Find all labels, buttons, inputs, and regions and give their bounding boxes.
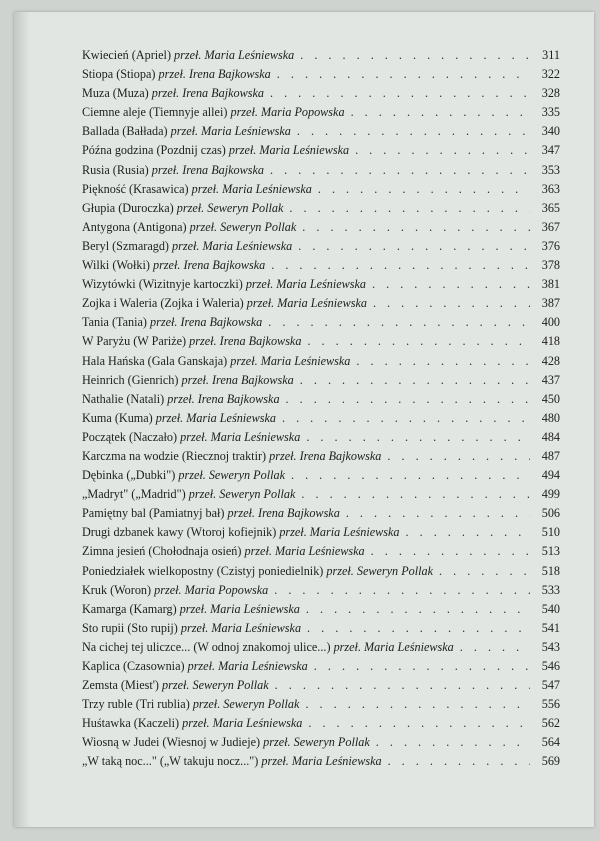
- toc-entry-title: Stiopa (Stiopa) przeł. Irena Bajkowska: [82, 67, 271, 82]
- toc-page-number: 510: [541, 525, 560, 540]
- toc-page-number: 365: [541, 200, 560, 215]
- toc-entry: [82, 103, 560, 122]
- toc-entry: [82, 542, 560, 561]
- toc-entry: [82, 141, 560, 160]
- toc-entry-title: Dębinka („Dubki") przeł. Seweryn Pollak: [82, 468, 285, 483]
- toc-entry-translator: przeł. Maria Leśniewska: [170, 124, 291, 139]
- toc-entry: [82, 46, 560, 65]
- toc-leader-dots: [300, 371, 530, 390]
- toc-entry: [82, 313, 560, 332]
- toc-leader-dots: [302, 218, 530, 237]
- toc-entry-translator: przeł. Seweryn Pollak: [263, 735, 370, 750]
- toc-entry: [82, 122, 560, 141]
- toc-leader-dots: [289, 199, 530, 218]
- toc-leader-dots: [286, 390, 530, 409]
- toc-page-number: 487: [541, 448, 560, 463]
- toc-leader-dots: [388, 752, 530, 771]
- toc-page-number: 322: [541, 67, 560, 82]
- toc-leader-dots: [277, 65, 530, 84]
- toc-entry-translator: przeł. Maria Popowska: [230, 105, 345, 120]
- toc-entry-translator: przeł. Seweryn Pollak: [192, 697, 300, 712]
- toc-leader-dots: [274, 581, 530, 600]
- toc-entry: [82, 562, 560, 581]
- toc-entry-translator: przeł. Maria Leśniewska: [174, 48, 295, 62]
- toc-page-number: 450: [541, 391, 560, 406]
- toc-page-number: 347: [541, 143, 560, 158]
- toc-entry-translator: przeł. Maria Leśniewska: [187, 659, 308, 673]
- toc-entry-title: Kruk (Woron) przeł. Maria Popowska: [82, 582, 269, 597]
- toc-entry-title: Zimna jesień (Chołodnaja osień) przeł. Maria Leśniewska: [82, 544, 365, 559]
- toc-entry-title: W Paryżu (W Pariże) przeł. Irena Bajkowska: [82, 334, 302, 349]
- toc-page-number: 328: [541, 86, 560, 101]
- toc-leader-dots: [297, 122, 530, 141]
- toc-entry: [82, 523, 560, 542]
- toc-entry-translator: przeł. Maria Leśniewska: [230, 353, 351, 368]
- toc-leader-dots: [314, 657, 530, 676]
- toc-entry: [82, 733, 560, 752]
- toc-entry: [82, 714, 560, 733]
- toc-entry-translator: przeł. Seweryn Pollak: [162, 678, 269, 693]
- toc-leader-dots: [406, 523, 531, 542]
- toc-entry-translator: przeł. Irena Bajkowska: [227, 506, 340, 521]
- toc-page-number: 543: [541, 639, 560, 654]
- toc-entry: [82, 447, 560, 466]
- toc-leader-dots: [355, 141, 530, 160]
- toc-entry: [82, 638, 560, 657]
- toc-entry-translator: przeł. Maria Leśniewska: [261, 754, 382, 769]
- toc-page-number: 378: [541, 258, 560, 273]
- toc-leader-dots: [268, 313, 530, 332]
- toc-entry-title: Hala Hańska (Gala Ganskaja) przeł. Maria Leśniewska: [82, 353, 351, 368]
- toc-entry-translator: przeł. Irena Bajkowska: [158, 67, 271, 82]
- toc-page-number: 499: [541, 487, 560, 502]
- toc-entry-title: Późna godzina (Pozdnij czas) przeł. Maria Leśniewska: [82, 143, 350, 158]
- toc-page-number: 506: [541, 506, 560, 521]
- toc-entry-translator: przeł. Irena Bajkowska: [151, 86, 264, 101]
- toc-leader-dots: [439, 562, 530, 581]
- toc-page-number: 335: [541, 105, 560, 120]
- toc-entry: [82, 752, 560, 771]
- toc-entry-translator: przeł. Maria Leśniewska: [172, 238, 293, 253]
- toc-entry-translator: przeł. Irena Bajkowska: [269, 448, 382, 463]
- toc-leader-dots: [300, 46, 530, 65]
- toc-leader-dots: [270, 84, 530, 103]
- toc-leader-dots: [308, 714, 530, 733]
- toc-page-number: 480: [541, 410, 560, 425]
- toc-page-number: 381: [541, 277, 560, 292]
- toc-entry-translator: przeł. Irena Bajkowska: [189, 334, 302, 349]
- toc-leader-dots: [351, 103, 530, 122]
- toc-page-number: 564: [541, 735, 560, 750]
- toc-entry-title: Tania (Tania) przeł. Irena Bajkowska: [82, 315, 263, 330]
- toc-page-number: 363: [541, 181, 560, 196]
- toc-page-number: 400: [541, 315, 560, 330]
- toc-page-number: 353: [541, 162, 560, 177]
- toc-entry-translator: przeł. Maria Leśniewska: [180, 620, 302, 635]
- toc-entry-title: Muza (Muza) przeł. Irena Bajkowska: [82, 86, 264, 101]
- toc-entry: [82, 294, 560, 313]
- toc-entry-translator: przeł. Maria Leśniewska: [228, 143, 350, 158]
- toc-page-number: 387: [541, 296, 560, 311]
- toc-entry: [82, 161, 560, 180]
- toc-entry-translator: przeł. Maria Leśniewska: [246, 296, 367, 311]
- toc-leader-dots: [318, 180, 530, 199]
- toc-entry-translator: przeł. Irena Bajkowska: [152, 258, 266, 273]
- toc-page-number: 513: [541, 544, 560, 559]
- toc-entry-title: Na cichej tej uliczce... (W odnoj znakomoj ulice...) przeł. Maria Leśniewska: [82, 639, 454, 654]
- toc-leader-dots: [307, 619, 530, 638]
- toc-entry: [82, 581, 560, 600]
- toc-page-number: 556: [541, 697, 560, 712]
- toc-entry-title: Zojka i Waleria (Zojka i Waleria) przeł. Maria Leśniewska: [82, 296, 367, 311]
- toc-entry-translator: przeł. Irena Bajkowska: [151, 162, 264, 177]
- toc-entry-title: Huśtawka (Kaczeli) przeł. Maria Leśniewska: [82, 716, 303, 731]
- toc-entry: [82, 218, 560, 237]
- toc-entry-title: Drugi dzbanek kawy (Wtoroj kofiejnik) przeł. Maria Leśniewska: [82, 525, 400, 540]
- toc-leader-dots: [306, 428, 530, 447]
- toc-leader-dots: [376, 733, 530, 752]
- toc-leader-dots: [305, 695, 530, 714]
- toc-page-number: 367: [541, 219, 560, 234]
- toc-entry-title: Kaplica (Czasownia) przeł. Maria Leśniewska: [82, 659, 308, 673]
- toc-leader-dots: [275, 676, 530, 695]
- toc-entry-title: Wizytówki (Wizitnyje kartoczki) przeł. Maria Leśniewska: [82, 277, 367, 292]
- toc-entry-title: Karczma na wodzie (Riecznoj traktir) przeł. Irena Bajkowska: [82, 448, 382, 463]
- toc-leader-dots: [307, 332, 530, 351]
- toc-entry: [82, 256, 560, 275]
- toc-leader-dots: [306, 600, 530, 619]
- toc-entry-title: Nathalie (Natali) przeł. Irena Bajkowska: [82, 391, 280, 406]
- toc-page-number: 311: [542, 48, 560, 62]
- toc-entry: [82, 657, 560, 676]
- toc-entry-translator: przeł. Seweryn Pollak: [189, 219, 297, 234]
- toc-page-number: 437: [541, 372, 560, 387]
- toc-page-number: 540: [541, 601, 560, 616]
- toc-entry-title: Beryl (Szmaragd) przeł. Maria Leśniewska: [82, 238, 293, 253]
- toc-entry-title: Początek (Naczało) przeł. Maria Leśniewska: [82, 429, 301, 444]
- toc-entry: [82, 390, 560, 409]
- toc-entry-translator: przeł. Maria Leśniewska: [179, 601, 300, 616]
- toc-page-number: 562: [541, 716, 560, 731]
- toc-entry-translator: przeł. Maria Leśniewska: [245, 277, 367, 292]
- toc-entry: [82, 371, 560, 390]
- toc-page-number: 546: [541, 659, 560, 673]
- toc-entry-title: Rusia (Rusia) przeł. Irena Bajkowska: [82, 162, 264, 177]
- toc-page-number: 533: [541, 582, 560, 597]
- toc-entry-title: Ciemne aleje (Tiemnyje allei) przeł. Maria Popowska: [82, 105, 345, 120]
- toc-leader-dots: [387, 447, 530, 466]
- toc-entry-title: Kuma (Kuma) przeł. Maria Leśniewska: [82, 410, 276, 425]
- toc-page-number: 569: [541, 754, 560, 769]
- toc-entry-translator: przeł. Maria Leśniewska: [244, 544, 365, 559]
- toc-entry-title: Zemsta (Miest') przeł. Seweryn Pollak: [82, 678, 269, 693]
- toc-entry-translator: przeł. Irena Bajkowska: [150, 315, 263, 330]
- toc-entry-title: Poniedziałek wielkopostny (Czistyj poniedielnik) przeł. Seweryn Pollak: [82, 563, 434, 578]
- toc-entry-title: Kwiecień (Apriel) przeł. Maria Leśniewska: [82, 48, 295, 62]
- toc-entry-translator: przeł. Maria Leśniewska: [191, 181, 312, 196]
- toc-leader-dots: [373, 294, 530, 313]
- toc-entry: [82, 485, 560, 504]
- toc-page-number: 428: [541, 353, 560, 368]
- toc-entry: [82, 180, 560, 199]
- toc-entry: [82, 237, 560, 256]
- toc-entry: [82, 65, 560, 84]
- toc-entry-translator: przeł. Seweryn Pollak: [326, 563, 434, 578]
- toc-entry: [82, 275, 560, 294]
- toc-entry-translator: przeł. Irena Bajkowska: [181, 372, 294, 387]
- toc-entry-title: Pamiętny bal (Pamiatnyj bał) przeł. Irena Bajkowska: [82, 506, 340, 521]
- toc-page-number: 494: [541, 468, 560, 483]
- page-gutter: [14, 12, 30, 827]
- toc-entry-title: Heinrich (Gienrich) przeł. Irena Bajkowska: [82, 372, 294, 387]
- toc-entry: [82, 619, 560, 638]
- toc-page-number: 547: [541, 678, 560, 693]
- toc-entry-title: Sto rupii (Sto rupij) przeł. Maria Leśniewska: [82, 620, 302, 635]
- toc-leader-dots: [372, 275, 530, 294]
- toc-entry: [82, 332, 560, 351]
- table-of-contents: [82, 46, 560, 772]
- book-page: [14, 12, 594, 827]
- toc-entry: [82, 84, 560, 103]
- toc-page-number: 340: [541, 124, 560, 139]
- toc-entry-title: „Madryt" („Madrid") przeł. Seweryn Pollak: [82, 487, 296, 502]
- toc-entry: [82, 466, 560, 485]
- toc-leader-dots: [460, 638, 530, 657]
- toc-page-number: 484: [541, 429, 560, 444]
- toc-entry: [82, 352, 560, 371]
- toc-entry-title: Głupia (Duroczka) przeł. Seweryn Pollak: [82, 200, 284, 215]
- toc-entry-translator: przeł. Seweryn Pollak: [176, 200, 284, 215]
- toc-leader-dots: [271, 256, 530, 275]
- toc-page-number: 518: [541, 563, 560, 578]
- toc-page-number: 376: [541, 238, 560, 253]
- toc-entry-translator: przeł. Seweryn Pollak: [178, 468, 285, 483]
- toc-leader-dots: [301, 485, 530, 504]
- toc-entry: [82, 695, 560, 714]
- toc-entry-translator: przeł. Maria Leśniewska: [333, 639, 454, 654]
- toc-entry-title: Kamarga (Kamarg) przeł. Maria Leśniewska: [82, 601, 300, 616]
- toc-page-number: 418: [541, 334, 560, 349]
- toc-entry-title: „W taką noc..." („W takuju nocz...") przeł. Maria Leśniewska: [82, 754, 382, 769]
- toc-entry: [82, 600, 560, 619]
- toc-entry-title: Piękność (Krasawica) przeł. Maria Leśniewska: [82, 181, 312, 196]
- toc-entry-translator: przeł. Maria Leśniewska: [180, 429, 301, 444]
- toc-entry-title: Trzy ruble (Tri rublia) przeł. Seweryn Pollak: [82, 697, 300, 712]
- toc-entry: [82, 504, 560, 523]
- toc-page-number: 541: [541, 620, 560, 635]
- toc-entry: [82, 676, 560, 695]
- toc-entry: [82, 199, 560, 218]
- toc-entry-title: Ballada (Bałłada) przeł. Maria Leśniewska: [82, 124, 291, 139]
- toc-leader-dots: [371, 542, 530, 561]
- toc-leader-dots: [356, 352, 530, 371]
- toc-entry: [82, 409, 560, 428]
- toc-entry: [82, 428, 560, 447]
- toc-entry-translator: przeł. Maria Popowska: [154, 582, 269, 597]
- toc-entry-translator: przeł. Seweryn Pollak: [188, 487, 296, 502]
- toc-entry-title: Antygona (Antigona) przeł. Seweryn Pollak: [82, 219, 297, 234]
- toc-entry-title: Wilki (Wołki) przeł. Irena Bajkowska: [82, 258, 266, 273]
- toc-entry-translator: przeł. Maria Leśniewska: [182, 716, 303, 731]
- toc-leader-dots: [291, 466, 530, 485]
- toc-leader-dots: [282, 409, 530, 428]
- toc-leader-dots: [298, 237, 530, 256]
- toc-entry-translator: przeł. Maria Leśniewska: [155, 410, 276, 425]
- toc-entry-translator: przeł. Maria Leśniewska: [279, 525, 400, 540]
- toc-leader-dots: [346, 504, 530, 523]
- toc-entry-translator: przeł. Irena Bajkowska: [167, 391, 280, 406]
- toc-leader-dots: [270, 161, 530, 180]
- toc-entry-title: Wiosną w Judei (Wiesnoj w Judieje) przeł. Seweryn Pollak: [82, 735, 370, 750]
